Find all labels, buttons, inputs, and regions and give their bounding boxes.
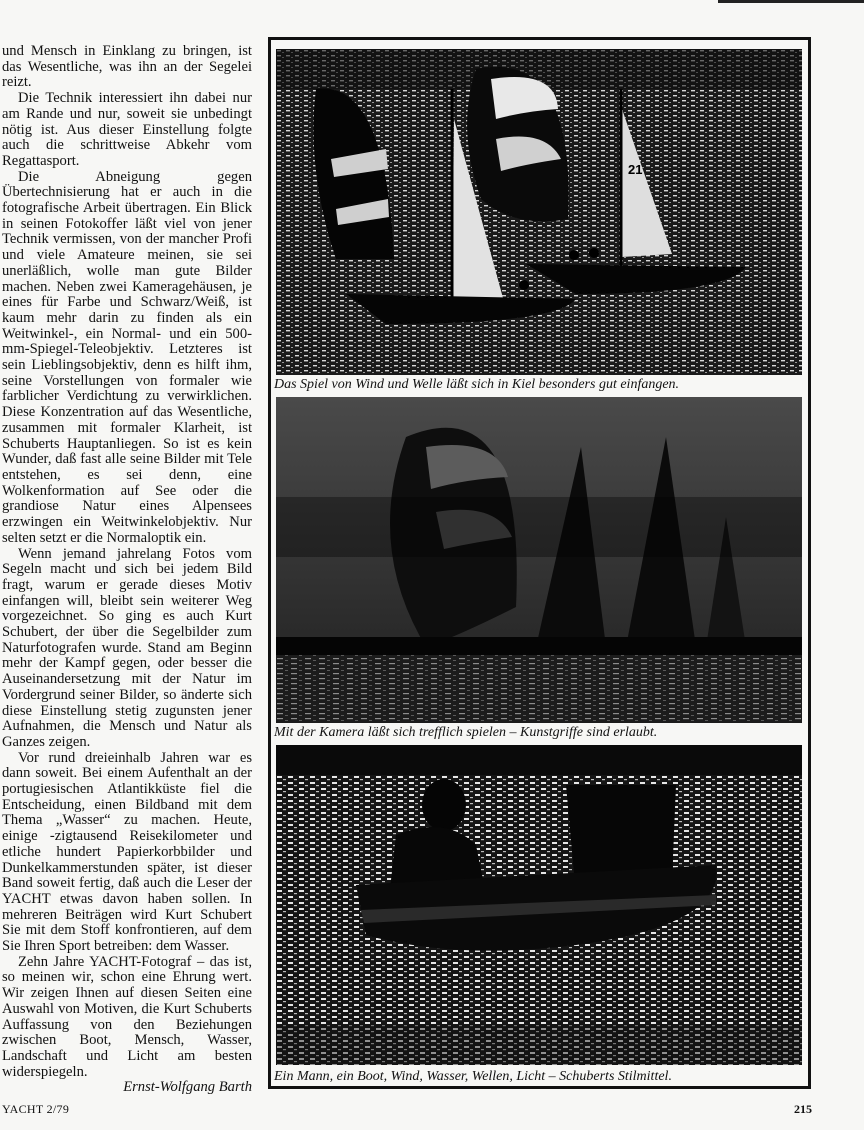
article-paragraph: und Mensch in Einklang zu bringen, ist das Wesentliche, was ihn an der Segelei reizt. [2,43,252,91]
article-paragraph: Zehn Jahre YACHT-Fotograf – das ist, so meinen wir, schon eine Ehrung wert. Wir zeigen Ihnen auf diesen Seiten eine Auswahl von Motiven, die Kurt Schuberts Auffassung von den Beziehungen zwischen Boot, Mensch, Wasser, Landschaft und Licht am besten widerspiegeln. [2,953,252,1080]
article-paragraph: Vor rund dreieinhalb Jahren war es dann soweit. Bei einem Aufenthalt an der portugiesischen Atlantikküste fiel die Entscheidung, einen Bildband mit dem Thema „Wasser“ zu machen. Heute, einige -zigtausend Reisekilometer und etliche hundert Papierkorbbilder und Dunkelkammerstunden später, ist dieser Band soweit fertig, daß auch die Leser der YACHT etwas davon haben sollen. In mehreren Beiträgen wird Kurt Schubert Sie mit dem Stoff konfrontieren, auf dem Sie Ihren Sport betreiben: dem Wasser. [2,749,252,955]
article-paragraph: Die Abneigung gegen Übertechnisierung hat er auch in die fotografische Arbeit übertragen. Ein Blick in seinen Fotokoffer läßt viel von jener Technik vermissen, von der mancher Profi und viele Amateure meinen, sie sei unerläßlich, wolle man gute Bilder machen. Neben zwei Kameragehäusen, je eines für Farbe und Schwarz/Weiß, ist kaum mehr darin zu finden als ein Weitwinkel-, ein Normal- und ein 500-mm-Spiegel-Teleobjektiv. Letzteres ist sein Lieblingsobjektiv, denn es hilft ihm, seine Vorstellungen von formaler wie farblicher Verdichtung zu verwirklichen. Diese Konzentration auf das Wesentliche, zusammen mit formaler Klarheit, ist Schuberts Hauptanliegen. So ist es kein Wunder, daß fast alle seine Bilder mit Tele entstehen, es sei denn, eine Wolkenformation auf See oder die grandiose Natur eines Alpensees erzwingen ein Weitwinkelobjektiv. Nur selten setzt er die Normaloptik ein. [2,168,252,546]
photo-man-in-boat [276,745,802,1065]
photo-regatta-silhouettes [276,397,802,723]
article-paragraph: Die Technik interessiert ihn dabei nur am Rande und nur, soweit sie unbedingt nötig ist. Aus dieser Einstellung folgte auch die schrittweise Abkehr vom Regattasport. [2,90,252,169]
caption-photo-2: Mit der Kamera läßt sich trefflich spielen – Kunstgriffe sind erlaubt. [274,725,658,740]
photo-sailing-yachts [276,49,802,375]
author-signature: Ernst-Wolfgang Barth [123,1079,252,1096]
issue-label: YACHT 2/79 [2,1102,70,1116]
top-rule [718,0,864,3]
sail-number: 21 [628,162,643,177]
page-number: 215 [794,1102,812,1116]
article-paragraph: Wenn jemand jahrelang Fotos vom Segeln macht und sich bei jedem Bild fragt, warum er gerade dieses Motiv einfangen will, bleibt sein weiterer Weg vorgezeichnet. So ging es auch Kurt Schubert, der über die Segelbilder zum Naturfotografen wurde. Stand am Beginn mehr der Kampf gegen, oder besser die Auseinandersetzung mit der Natur im Vordergrund seiner Bilder, so änderte sich diese Einstellung stetig zugunsten jener Aufnahmen, die Mensch und Natur als Ganzes zeigen. [2,545,252,750]
caption-photo-1: Das Spiel von Wind und Welle läßt sich in Kiel besonders gut einfangen. [274,377,680,392]
article-column [2,44,252,1096]
caption-photo-3: Ein Mann, ein Boot, Wind, Wasser, Wellen, Licht – Schuberts Stilmittel. [274,1069,672,1084]
